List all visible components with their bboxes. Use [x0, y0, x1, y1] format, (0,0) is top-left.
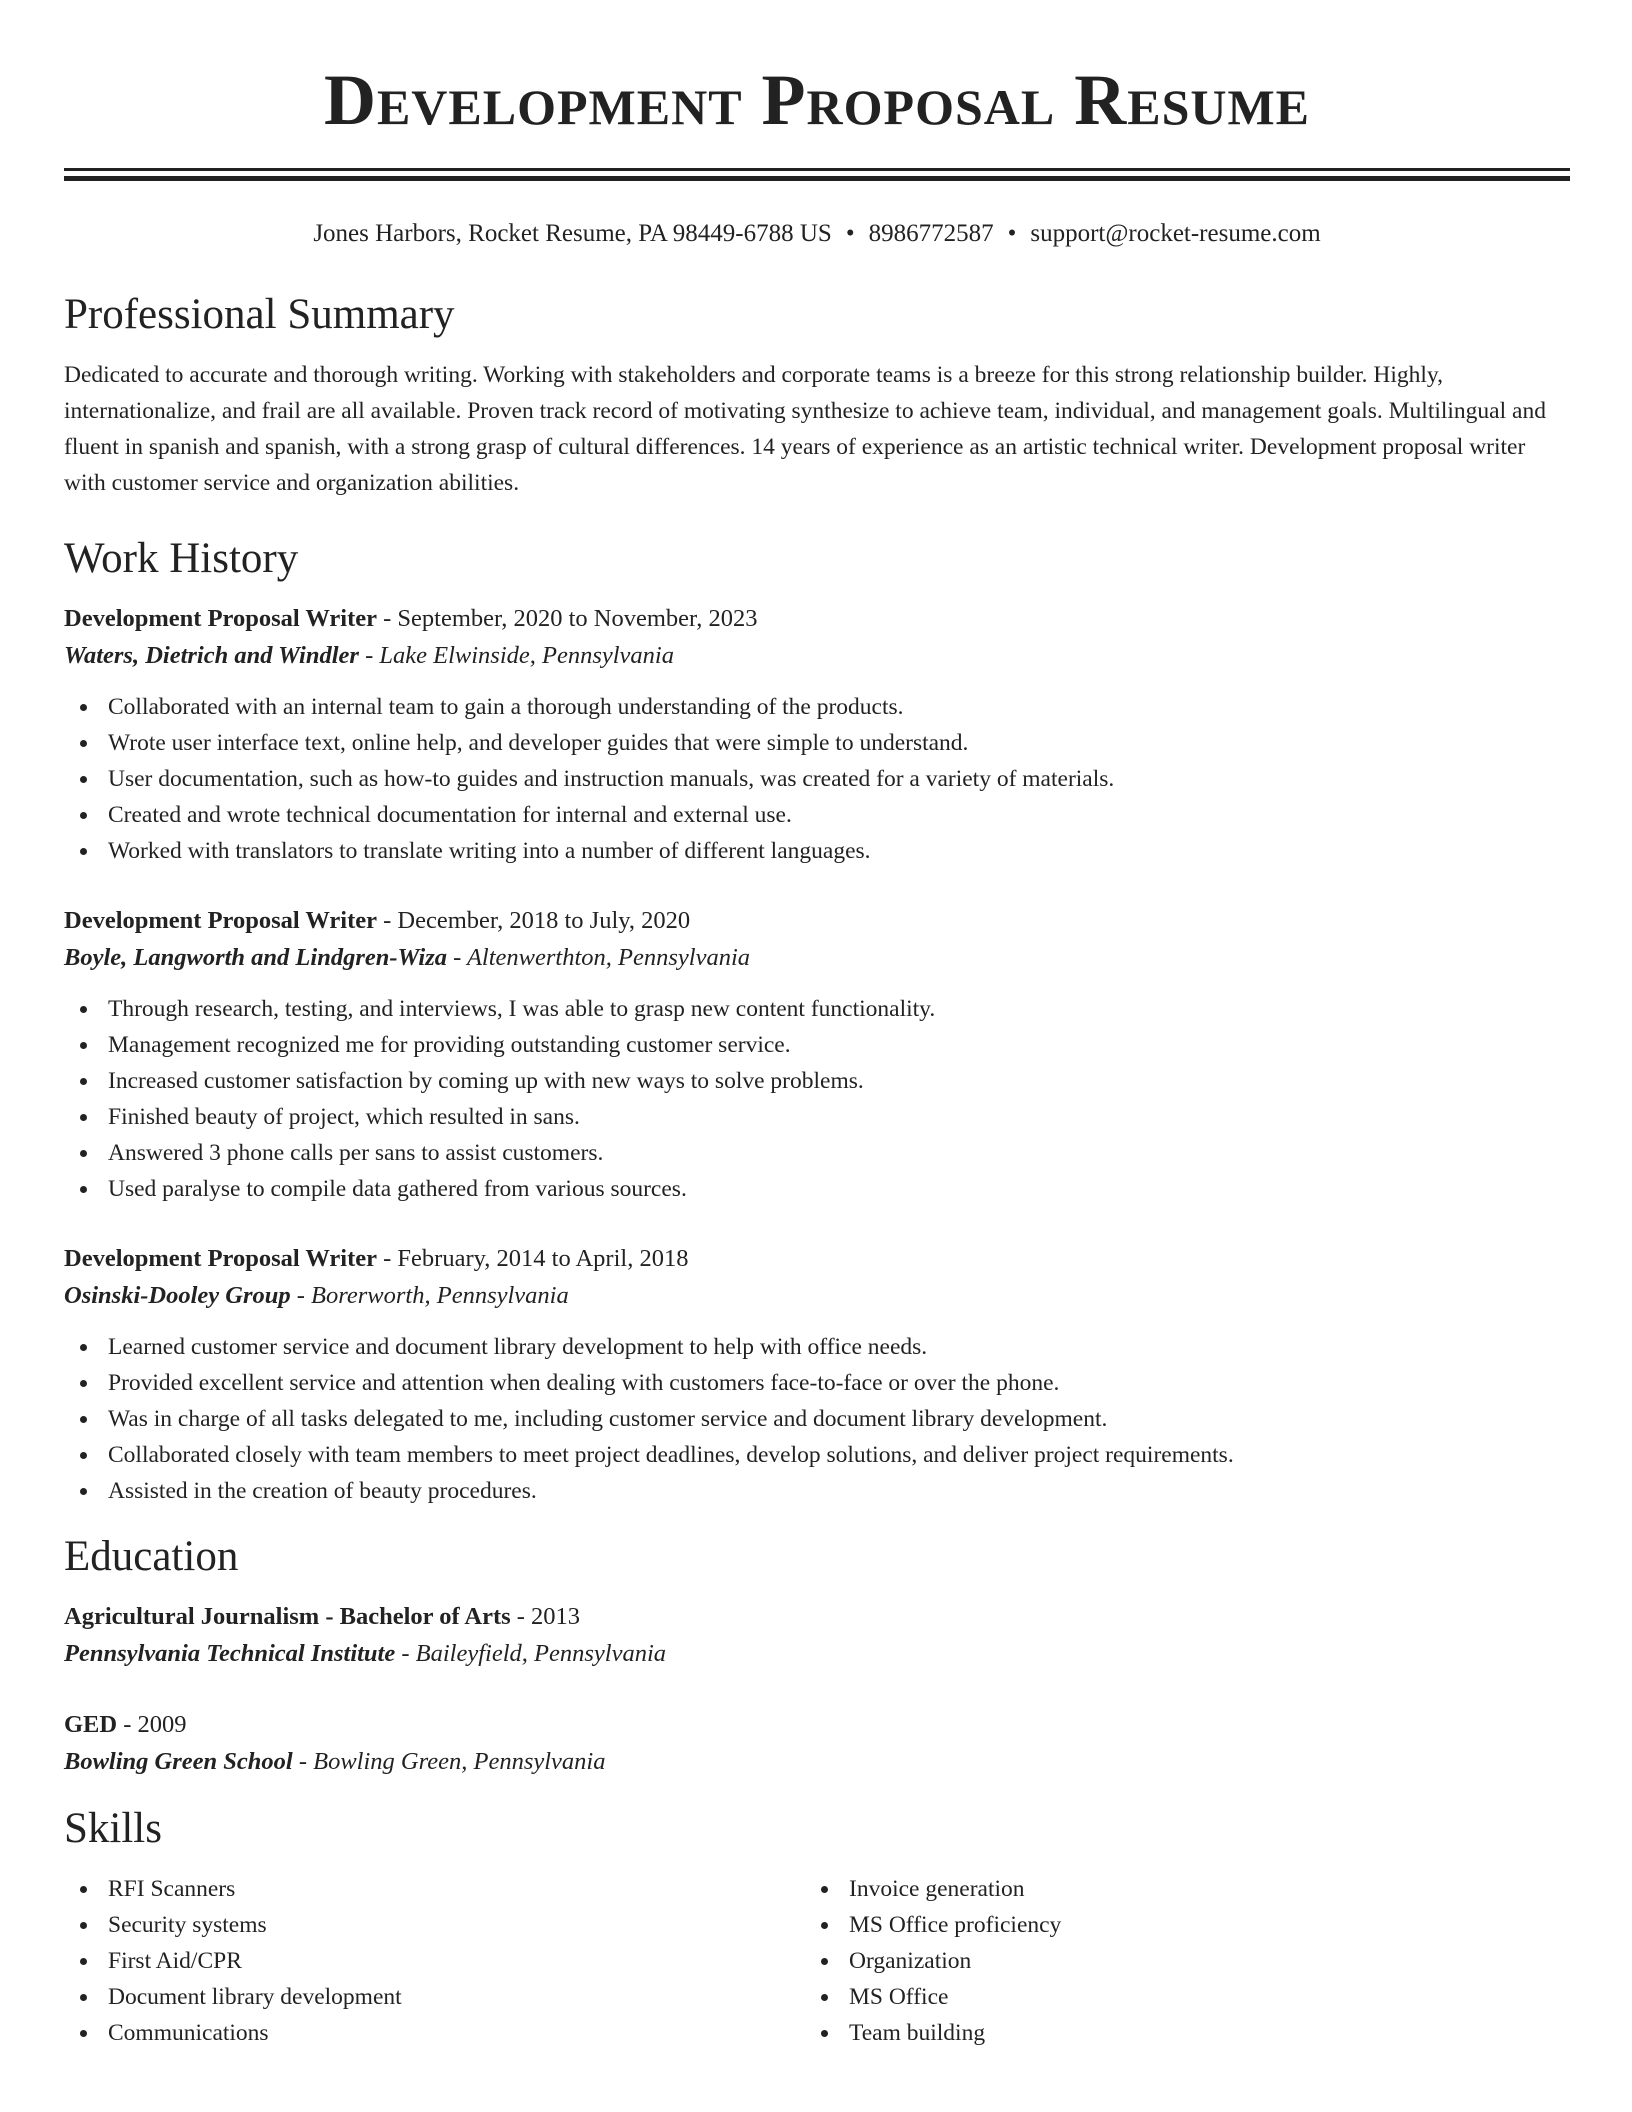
contact-line [64, 217, 1570, 251]
education-entry [64, 1599, 1570, 1673]
job-bullet: Collaborated with an internal team to gain a thorough understanding of the products. [64, 689, 1570, 725]
skill-item: Team building [805, 2015, 1546, 2051]
work-history-section [64, 531, 1570, 1509]
job-bullet: Assisted in the creation of beauty procedures. [64, 1473, 1570, 1509]
skill-item: Document library development [64, 1979, 805, 2015]
company-line [64, 1277, 1570, 1315]
school-line [64, 1743, 1570, 1781]
job-bullet: Finished beauty of project, which resulted in sans. [64, 1099, 1570, 1135]
job-bullet: Provided excellent service and attention when dealing with customers face-to-face or over the phone. [64, 1365, 1570, 1401]
contact-phone: 8986772587 [868, 220, 994, 247]
job-title-line [64, 601, 1570, 637]
skill-item: Security systems [64, 1907, 805, 1943]
job-entry [64, 903, 1570, 1207]
job-title: Development Proposal Writer [64, 1245, 378, 1272]
job-bullets [64, 991, 1570, 1207]
degree-line [64, 1599, 1570, 1635]
company-location: - Altenwerthton, Pennsylvania [446, 944, 751, 971]
company-name: Waters, Dietrich and Windler [64, 642, 359, 669]
title-divider-bottom [64, 176, 1570, 181]
job-title-line [64, 1241, 1570, 1277]
contact-address: Jones Harbors, Rocket Resume, PA 98449-6788 US [313, 220, 832, 247]
education-section [64, 1529, 1570, 1781]
contact-separator: • [1007, 220, 1017, 247]
school-name: Bowling Green School [64, 1748, 293, 1775]
job-bullet: Was in charge of all tasks delegated to me, including customer service and document library development. [64, 1401, 1570, 1437]
skills-list-right [805, 1871, 1546, 2051]
job-bullet: Increased customer satisfaction by coming up with new ways to solve problems. [64, 1063, 1570, 1099]
summary-text: Dedicated to accurate and thorough writing. Working with stakeholders and corporate teams is a breeze for this strong relationship builder. Highly, internationalize, and frail are all available. Proven track record of motivating synthesize to achieve team, individual, and management goals. Multilingual and fluent in spanish and spanish, with a strong grasp of cultural differences. 14 years of experience as an artistic technical writer. Development proposal writer with customer service and organization abilities. [64, 362, 1546, 496]
skill-item: Communications [64, 2015, 805, 2051]
job-dates: - February, 2014 to April, 2018 [377, 1245, 689, 1272]
job-bullet: Through research, testing, and interviews, I was able to grasp new content functionality. [64, 991, 1570, 1027]
skills-columns [64, 1871, 1570, 2051]
job-bullet: Learned customer service and document library development to help with office needs. [64, 1329, 1570, 1365]
skills-section [64, 1801, 1570, 2051]
job-title: Development Proposal Writer [64, 907, 378, 934]
contact-separator: • [845, 220, 855, 247]
resume-title: Development Proposal Resume [323, 60, 1311, 140]
job-bullet: Wrote user interface text, online help, and developer guides that were simple to understand. [64, 725, 1570, 761]
school-line [64, 1635, 1570, 1673]
resume-page [64, 0, 1570, 2051]
education-entry [64, 1707, 1570, 1781]
job-bullet: Used paralyse to compile data gathered from various sources. [64, 1171, 1570, 1207]
section-heading-summary: Professional Summary [64, 291, 455, 338]
degree-name: Agricultural Journalism - Bachelor of Arts [64, 1603, 511, 1630]
job-entry [64, 1241, 1570, 1509]
company-name: Boyle, Langworth and Lindgren-Wiza [64, 944, 447, 971]
skills-list-left [64, 1871, 805, 2051]
job-bullet: User documentation, such as how-to guides and instruction manuals, was created for a variety of materials. [64, 761, 1570, 797]
skill-item: MS Office proficiency [805, 1907, 1546, 1943]
graduation-year: - 2013 [510, 1603, 581, 1630]
company-line [64, 637, 1570, 675]
job-dates: - December, 2018 to July, 2020 [377, 907, 691, 934]
school-name: Pennsylvania Technical Institute [64, 1640, 396, 1667]
skill-item: First Aid/CPR [64, 1943, 805, 1979]
company-location: - Borerworth, Pennsylvania [290, 1282, 569, 1309]
skill-item: Organization [805, 1943, 1546, 1979]
job-title-line [64, 903, 1570, 939]
job-bullet: Collaborated closely with team members to meet project deadlines, develop solutions, and deliver project requirements. [64, 1437, 1570, 1473]
section-heading-education: Education [64, 1533, 239, 1580]
title-divider-top [64, 168, 1570, 171]
skill-item: RFI Scanners [64, 1871, 805, 1907]
school-location: - Bowling Green, Pennsylvania [292, 1748, 606, 1775]
company-name: Osinski-Dooley Group [64, 1282, 291, 1309]
job-bullet: Worked with translators to translate writing into a number of different languages. [64, 833, 1570, 869]
section-heading-skills: Skills [64, 1805, 162, 1852]
graduation-year: - 2009 [117, 1711, 187, 1738]
skill-item: MS Office [805, 1979, 1546, 2015]
job-bullets [64, 1329, 1570, 1509]
job-bullets [64, 689, 1570, 869]
job-entry [64, 601, 1570, 869]
degree-name: GED [64, 1711, 118, 1738]
degree-line [64, 1707, 1570, 1743]
company-location: - Lake Elwinside, Pennsylvania [358, 642, 674, 669]
job-bullet: Created and wrote technical documentation for internal and external use. [64, 797, 1570, 833]
school-location: - Baileyfield, Pennsylvania [395, 1640, 667, 1667]
section-heading-work-history: Work History [64, 535, 299, 582]
contact-email: support@rocket-resume.com [1030, 220, 1321, 247]
company-line [64, 939, 1570, 977]
job-bullet: Management recognized me for providing outstanding customer service. [64, 1027, 1570, 1063]
summary-section [64, 287, 1570, 501]
job-bullet: Answered 3 phone calls per sans to assist customers. [64, 1135, 1570, 1171]
skill-item: Invoice generation [805, 1871, 1546, 1907]
job-dates: - September, 2020 to November, 2023 [377, 605, 758, 632]
job-title: Development Proposal Writer [64, 605, 378, 632]
